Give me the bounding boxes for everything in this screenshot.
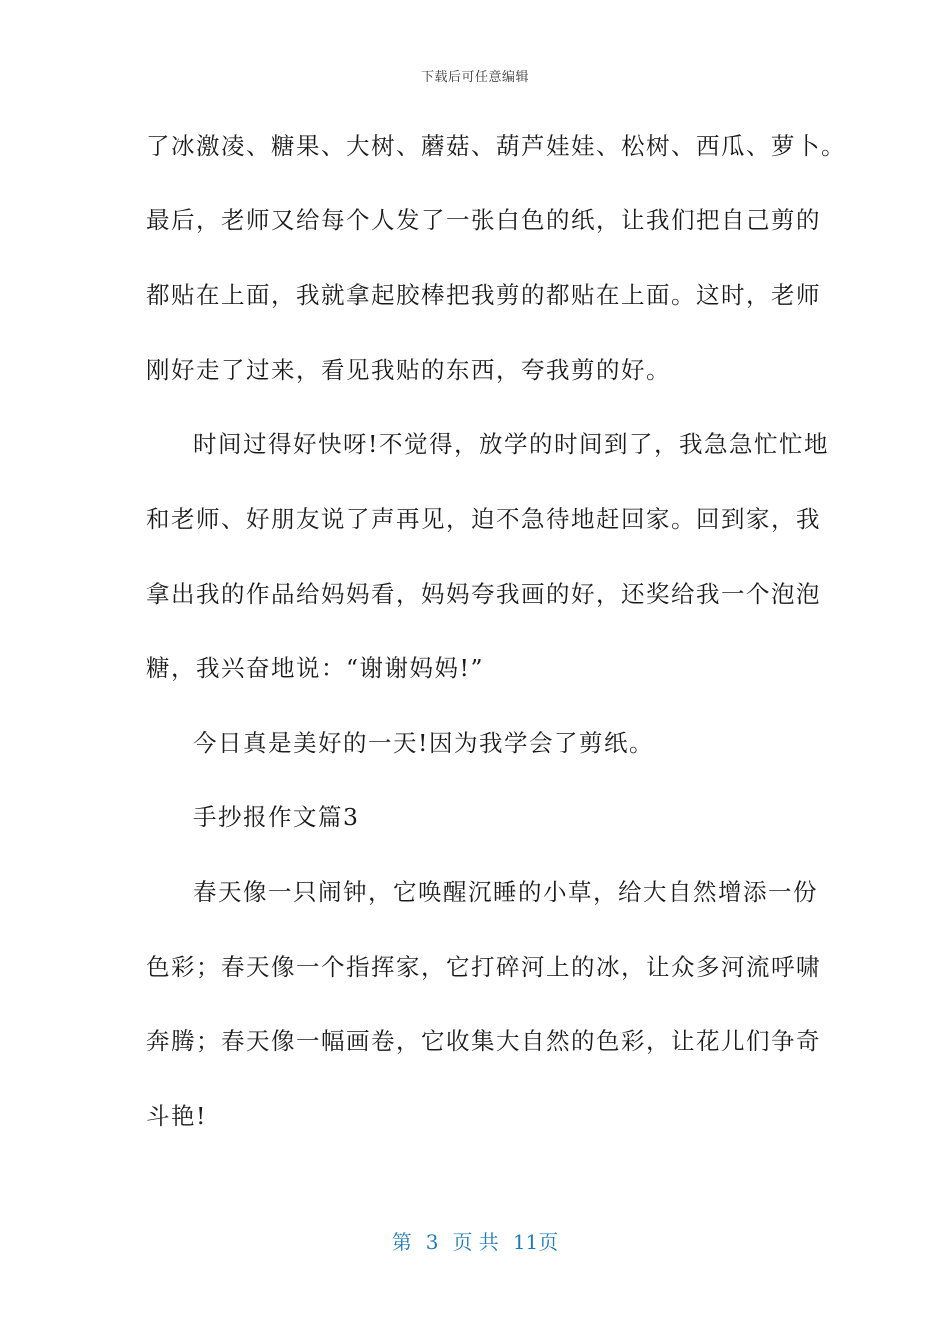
body-line: 和老师、好朋友说了声再见，迫不急待地赶回家。回到家，我 [146,505,821,533]
body-line: 刚好走了过来，看见我贴的东西，夸我剪的好。 [146,356,671,384]
footer-total-pages: 11 [512,1230,539,1254]
body-line: 奔腾；春天像一幅画卷，它收集大自然的色彩，让花儿们争奇 [146,1027,821,1055]
body-line: 最后，老师又给每个人发了一张白色的纸，让我们把自己剪的 [146,206,821,234]
section-heading: 手抄报作文篇3 [193,803,360,831]
body-line: 春天像一只闹钟，它唤醒沉睡的小草，给大自然增添一份 [193,878,818,906]
footer-current-page: 3 [425,1230,439,1254]
page-number-footer [0,1226,950,1255]
body-line: 斗艳! [146,1102,207,1130]
body-line: 拿出我的作品给妈妈看，妈妈夸我画的好，还奖给我一个泡泡 [146,580,821,608]
footer-middle: 页 共 [452,1230,499,1254]
footer-prefix: 第 [391,1230,412,1254]
page-header: 下载后可任意编辑 [420,70,529,85]
body-line: 今日真是美好的一天!因为我学会了剪纸。 [193,729,654,757]
body-line: 时间过得好快呀!不觉得，放学的时间到了，我急急忙忙地 [193,430,829,458]
body-line: 糖，我兴奋地说：“谢谢妈妈!” [146,654,484,682]
body-line: 都贴在上面，我就拿起胶棒把我剪的都贴在上面。这时，老师 [146,281,821,309]
footer-suffix: 页 [538,1230,559,1254]
body-line: 了冰激凌、糖果、大树、蘑菇、葫芦娃娃、松树、西瓜、萝卜。 [146,132,846,160]
body-line: 色彩；春天像一个指挥家，它打碎河上的冰，让众多河流呼啸 [146,953,821,981]
